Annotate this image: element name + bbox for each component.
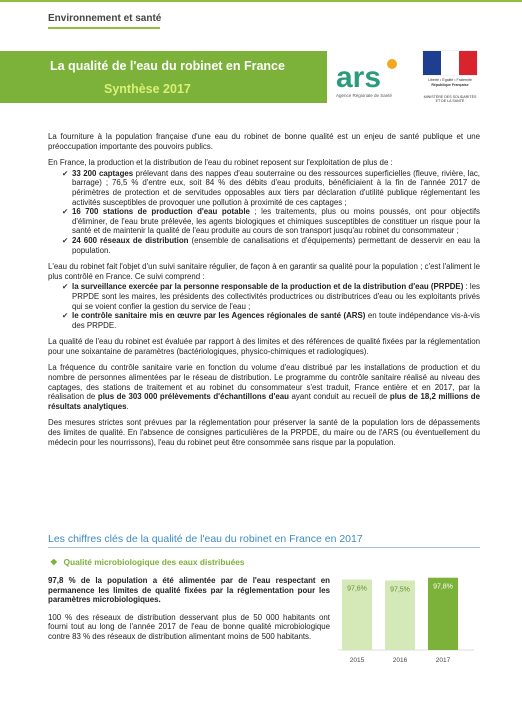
bar-value-label: 97,5%	[390, 586, 410, 594]
intro-paragraph-3: L'eau du robinet fait l'objet d'un suivi sanitaire régulier, de façon à en garantir sa qualité pour la population ; c'est l'aliment le plus contrôlé en France. Ce suivi comprend :	[48, 262, 480, 281]
section-rule	[48, 27, 160, 29]
bar-value-label: 97,6%	[347, 585, 367, 593]
republique-name: République Française	[431, 83, 469, 87]
top-accent-line	[0, 0, 522, 2]
intro-paragraph-1: La fourniture à la population française d'une eau du robinet de bonne qualité est un enjeu de santé publique et une préoccupation importante des pouvoirs publics.	[48, 132, 480, 151]
x-tick-label: 2016	[392, 657, 408, 664]
stat-networks: 100 % des réseaux de distribution desservant plus de 50 000 habitants ont fourni tout au long de l'année 2017 de l'eau de bonne qualité microbiologique contre 83 % des réseaux de distribution alimentant moins de 500 habitants.	[48, 612, 330, 641]
list-item: ✔ la surveillance exercée par la personne responsable de la production et de la distribution d'eau (PRPDE) : les PRPDE sont les maires, les présidents des collectivités productrices ou distributrices d'eau ou les exploitants privés qui se voient confier la gestion du service de l'eau ;	[62, 282, 480, 311]
page-subtitle: Synthèse 2017	[104, 82, 191, 96]
microbiology-bar-chart	[336, 570, 476, 668]
intro-paragraph-4: La qualité de l'eau du robinet est évaluée par rapport à des limites et des références de qualité fixées par la réglementation pour une soixantaine de paramètres (bactériologiques, physico-chimiques et radiologiques).	[48, 337, 480, 356]
microbiology-subheading: ❖ Qualité microbiologique des eaux distribuées	[50, 557, 245, 567]
key-figures-text	[48, 576, 330, 650]
chart-svg	[336, 570, 476, 668]
list-item: ✔ le contrôle sanitaire mis en œuvre par les Agences régionales de santé (ARS) en toute indépendance vis-à-vis des PRPDE.	[62, 311, 480, 330]
ars-logo-caption: Agence Régionale de Santé	[336, 93, 393, 98]
list-item: ✔ 33 200 captages prélevant dans des nappes d'eau souterraine ou des ressources superficielles (fleuve, rivière, lac, barrage) ; 76,5 % d'entre eux, soit 84 % des débits d'eau produits, bénéficiaient à la fin de l'année 2017 de périmètres de protection et de servitudes opposables aux tiers par déclaration d'utilité publique réglementant les activités susceptibles de provoquer une pollution à proximité de ces captages ;	[62, 169, 480, 207]
title-banner	[0, 51, 327, 103]
section-label: Environnement et santé	[48, 13, 162, 24]
intro-paragraph-2: En France, la production et la distribution de l'eau du robinet reposent sur l'exploitation de plus de :	[48, 158, 393, 168]
page-title: La qualité de l'eau du robinet en France	[50, 59, 285, 73]
list-item: ✔ 24 600 réseaux de distribution (ensemble de canalisations et d'équipements) permettant de desservir en eau la population.	[62, 236, 480, 255]
x-tick-label: 2017	[435, 657, 451, 664]
ars-logo	[334, 55, 404, 101]
intro-paragraph-6: Des mesures strictes sont prévues par la réglementation pour préserver la santé de la population lors de dépassements des limites de qualité. En l'absence de consignes particulières de la PRPDE, du maire ou de l'ARS (ou éventuellement du médecin pour les nourrissons), l'eau du robinet peut être consommée sans risque par la population.	[48, 418, 480, 447]
bar-value-label: 97,8%	[433, 583, 453, 591]
monitoring-list	[62, 282, 480, 330]
stat-population: 97,8 % de la population a été alimentée par de l'eau respectant en permanence les limites de qualité fixées par la réglementation pour les paramètres microbiologiques.	[48, 576, 330, 605]
diamond-bullet-icon: ❖	[50, 557, 58, 567]
list-item: ✔ 16 700 stations de production d'eau potable ; les traitements, plus ou moins poussés, ont pour objectifs d'éliminer, de l'eau brute prélevée, les agents biologiques et chimiques susceptibles de constituer un risque pour la santé et de maintenir la qualité de l'eau produite au cours de son transport jusqu'au robinet du consommateur ;	[62, 207, 480, 236]
republique-motto: Liberté • Égalité • Fraternité	[428, 78, 472, 82]
ministry-name: MINISTÈRE DES SOLIDARITÉS ET DE LA SANTÉ	[423, 95, 477, 104]
intro-text	[48, 132, 480, 454]
key-figures-heading: Les chiffres clés de la qualité de l'eau du robinet en France en 2017	[48, 533, 363, 545]
x-tick-label: 2015	[349, 657, 365, 664]
ars-logo-mark: ars	[336, 61, 382, 94]
key-figures-rule	[48, 547, 480, 548]
infrastructure-list	[62, 169, 480, 255]
intro-paragraph-5: La fréquence du contrôle sanitaire varie en fonction du volume d'eau distribué par les installations de production et du nombre de personnes alimentées par le réseau de distribution. Le programme du contrôle sanitaire réalisé au niveau des captages, des stations de traitement et au robinet du consommateur s'est traduit, France entière et en 2017, par la réalisation de plus de 303 000 prélèvements d'échantillons d'eau ayant conduit au recueil de plus de 18,2 millions de résultats analytiques.	[48, 363, 480, 411]
